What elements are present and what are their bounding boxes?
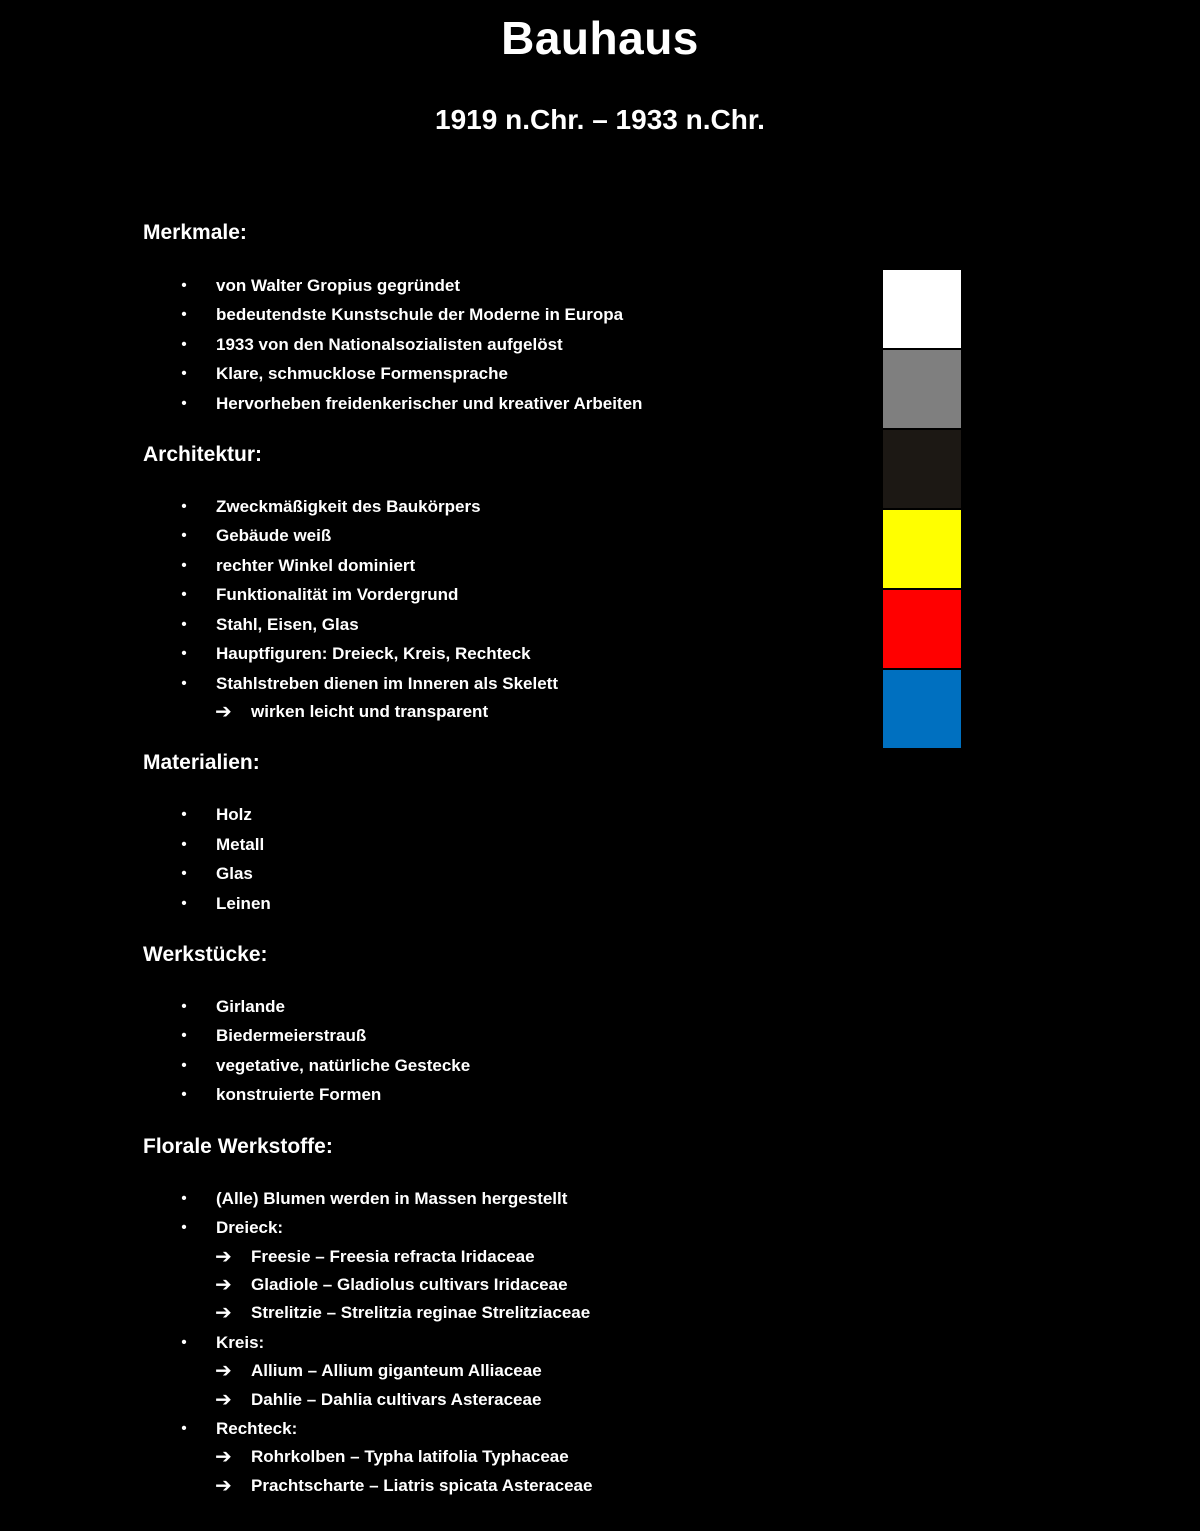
list-item-text: bedeutendste Kunstschule der Moderne in Europa: [216, 305, 624, 324]
bullet-icon: •: [181, 806, 187, 823]
arrow-right-icon: ➔: [215, 1274, 232, 1296]
page-subtitle: 1919 n.Chr. – 1933 n.Chr.: [435, 104, 765, 135]
sub-list-item-text: Prachtscharte – Liatris spicata Asteraceae: [251, 1476, 593, 1495]
list-item-text: Hervorheben freidenkerischer und kreativer Arbeiten: [216, 394, 643, 413]
list-item: [181, 803, 252, 827]
list-item: [181, 1083, 382, 1107]
list-item: [181, 362, 508, 386]
list-item: [181, 1054, 471, 1078]
color-swatch-blue: [883, 670, 961, 750]
bullet-icon: •: [181, 527, 187, 544]
arrow-right-icon: ➔: [215, 1389, 232, 1411]
list-item: [181, 1417, 298, 1441]
color-swatch-black: [883, 430, 961, 510]
bullet-icon: •: [181, 645, 187, 662]
list-item-text: Funktionalität im Vordergrund: [216, 585, 459, 604]
list-item-text: Glas: [216, 864, 253, 883]
bullet-icon: •: [181, 498, 187, 515]
list-item: [181, 1187, 568, 1211]
bullet-icon: •: [181, 395, 187, 412]
list-item: [181, 583, 459, 607]
color-swatch-red: [883, 590, 961, 670]
color-palette: [883, 270, 961, 750]
bullet-icon: •: [181, 895, 187, 912]
sub-list-item: [215, 1359, 542, 1383]
list-item: [181, 303, 624, 327]
list-item-text: von Walter Gropius gegründet: [216, 276, 460, 295]
list-item-text: Holz: [216, 805, 252, 824]
list-item-text: 1933 von den Nationalsozialisten aufgelöst: [216, 335, 563, 354]
sub-list-item-text: wirken leicht und transparent: [251, 702, 489, 721]
sub-list-item-text: Freesie – Freesia refracta Iridaceae: [251, 1247, 535, 1266]
list-item-text: Gebäude weiß: [216, 526, 332, 545]
color-swatch-yellow: [883, 510, 961, 590]
list-item: [181, 833, 265, 857]
arrow-right-icon: ➔: [215, 1302, 232, 1324]
list-item: [181, 274, 460, 298]
bullet-icon: •: [181, 586, 187, 603]
arrow-right-icon: ➔: [215, 1246, 232, 1268]
bullet-icon: •: [181, 836, 187, 853]
bullet-icon: •: [181, 1420, 187, 1437]
list-item-text: Hauptfiguren: Dreieck, Kreis, Rechteck: [216, 644, 531, 663]
list-item: [181, 333, 563, 357]
bullet-icon: •: [181, 306, 187, 323]
list-item-text: Biedermeierstrauß: [216, 1026, 367, 1045]
section-heading-florale-werkstoffe: Florale Werkstoffe:: [143, 1135, 333, 1158]
list-item-text: konstruierte Formen: [216, 1085, 382, 1104]
sub-list-item-text: Gladiole – Gladiolus cultivars Iridaceae: [251, 1275, 568, 1294]
sub-list-item-text: Strelitzie – Strelitzia reginae Strelitziaceae: [251, 1303, 591, 1322]
bullet-icon: •: [181, 365, 187, 382]
list-item-text: Stahlstreben dienen im Inneren als Skelett: [216, 674, 558, 693]
bullet-icon: •: [181, 1219, 187, 1236]
sub-list-item-text: Dahlie – Dahlia cultivars Asteraceae: [251, 1390, 542, 1409]
list-item-text: Girlande: [216, 997, 285, 1016]
list-item: [181, 995, 285, 1019]
bullet-icon: •: [181, 998, 187, 1015]
arrow-right-icon: ➔: [215, 701, 232, 723]
sub-list-item: [215, 1388, 542, 1412]
list-item: [181, 862, 253, 886]
list-item: [181, 392, 643, 416]
sub-list-item-text: Allium – Allium giganteum Alliaceae: [251, 1361, 542, 1380]
page-title: Bauhaus: [501, 12, 699, 64]
bullet-icon: •: [181, 1057, 187, 1074]
section-heading-werkstuecke: Werkstücke:: [143, 943, 268, 966]
arrow-right-icon: ➔: [215, 1446, 232, 1468]
list-item: [181, 613, 359, 637]
list-item: [181, 672, 558, 696]
bullet-icon: •: [181, 616, 187, 633]
bullet-icon: •: [181, 865, 187, 882]
list-item-text: Kreis:: [216, 1333, 265, 1352]
section-heading-architektur: Architektur:: [143, 443, 263, 466]
list-item-text: Metall: [216, 835, 265, 854]
sub-list-item: [215, 1474, 593, 1498]
list-item-text: (Alle) Blumen werden in Massen hergestellt: [216, 1189, 568, 1208]
color-swatch-grey: [883, 350, 961, 430]
bullet-icon: •: [181, 1190, 187, 1207]
list-item-text: Dreieck:: [216, 1218, 284, 1237]
bullet-icon: •: [181, 557, 187, 574]
list-item: [181, 495, 481, 519]
bullet-icon: •: [181, 1086, 187, 1103]
bullet-icon: •: [181, 336, 187, 353]
sub-list-item-text: Rohrkolben – Typha latifolia Typhaceae: [251, 1447, 569, 1466]
section-heading-merkmale: Merkmale:: [143, 221, 247, 244]
arrow-right-icon: ➔: [215, 1475, 232, 1497]
bullet-icon: •: [181, 1334, 187, 1351]
list-item-text: Klare, schmucklose Formensprache: [216, 364, 508, 383]
list-item: [181, 642, 531, 666]
sub-list-item: [215, 1245, 535, 1269]
bullet-icon: •: [181, 675, 187, 692]
list-item: [181, 1024, 367, 1048]
sub-list-item: [215, 1301, 591, 1325]
list-item: [181, 1216, 284, 1240]
list-item: [181, 554, 416, 578]
sub-list-item: [215, 1445, 569, 1469]
list-item-text: Stahl, Eisen, Glas: [216, 615, 359, 634]
arrow-right-icon: ➔: [215, 1360, 232, 1382]
list-item-text: Leinen: [216, 894, 271, 913]
sub-list-item: [215, 700, 489, 724]
bullet-icon: •: [181, 277, 187, 294]
list-item: [181, 892, 271, 916]
list-item: [181, 1331, 265, 1355]
bullet-icon: •: [181, 1027, 187, 1044]
list-item-text: rechter Winkel dominiert: [216, 556, 416, 575]
color-swatch-white: [883, 270, 961, 350]
sub-list-item: [215, 1273, 568, 1297]
section-heading-materialien: Materialien:: [143, 751, 260, 774]
list-item-text: vegetative, natürliche Gestecke: [216, 1056, 471, 1075]
list-item-text: Rechteck:: [216, 1419, 298, 1438]
list-item: [181, 524, 332, 548]
list-item-text: Zweckmäßigkeit des Baukörpers: [216, 497, 481, 516]
